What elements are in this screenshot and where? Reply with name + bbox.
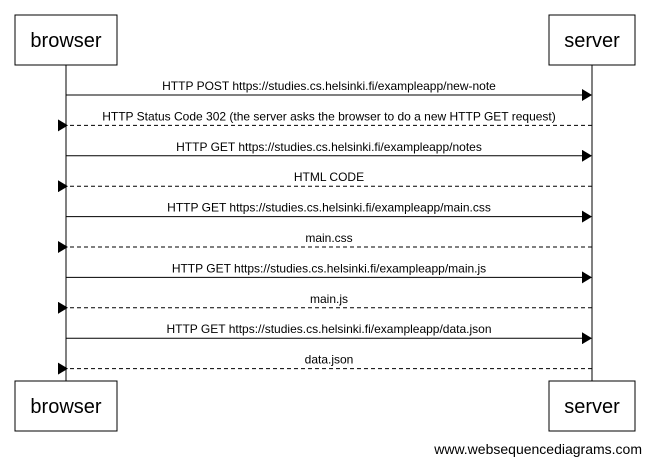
message-1 <box>66 79 591 95</box>
message-label-5: HTTP GET https://studies.cs.helsinki.fi/exampleapp/main.css <box>167 200 491 215</box>
message-label-1: HTTP POST https://studies.cs.helsinki.fi/exampleapp/new-note <box>162 79 496 93</box>
actor-browser-bottom <box>15 381 117 431</box>
actor-server-top <box>549 15 635 65</box>
message-8 <box>67 292 592 308</box>
actor-label: server <box>564 396 620 418</box>
message-10 <box>67 353 592 369</box>
message-7 <box>66 261 591 277</box>
message-label-3: HTTP GET https://studies.cs.helsinki.fi/exampleapp/notes <box>176 139 482 154</box>
actor-browser-top <box>15 15 117 65</box>
message-4 <box>67 170 592 186</box>
actor-label: browser <box>30 396 102 418</box>
actor-label: browser <box>30 30 102 52</box>
message-5 <box>66 201 591 217</box>
message-3 <box>66 140 591 156</box>
watermark-text: www.websequencediagrams.com <box>434 441 642 457</box>
message-2 <box>67 109 592 125</box>
message-9 <box>66 322 591 338</box>
message-label-8: main.js <box>309 291 349 306</box>
message-6 <box>67 231 592 247</box>
message-label-6: main.css <box>305 231 353 245</box>
message-label-7: HTTP GET https://studies.cs.helsinki.fi/exampleapp/main.js <box>171 261 487 276</box>
message-label-9: HTTP GET https://studies.cs.helsinki.fi/exampleapp/data.json <box>166 322 492 337</box>
message-label-2: HTTP Status Code 302 (the server asks the browser to do a new HTTP GET request) <box>102 109 556 124</box>
actor-label: server <box>564 30 620 52</box>
message-label-4: HTML CODE <box>293 170 365 185</box>
actor-server-bottom <box>549 381 635 431</box>
messages <box>66 79 592 369</box>
message-label-10: data.json <box>304 352 354 367</box>
